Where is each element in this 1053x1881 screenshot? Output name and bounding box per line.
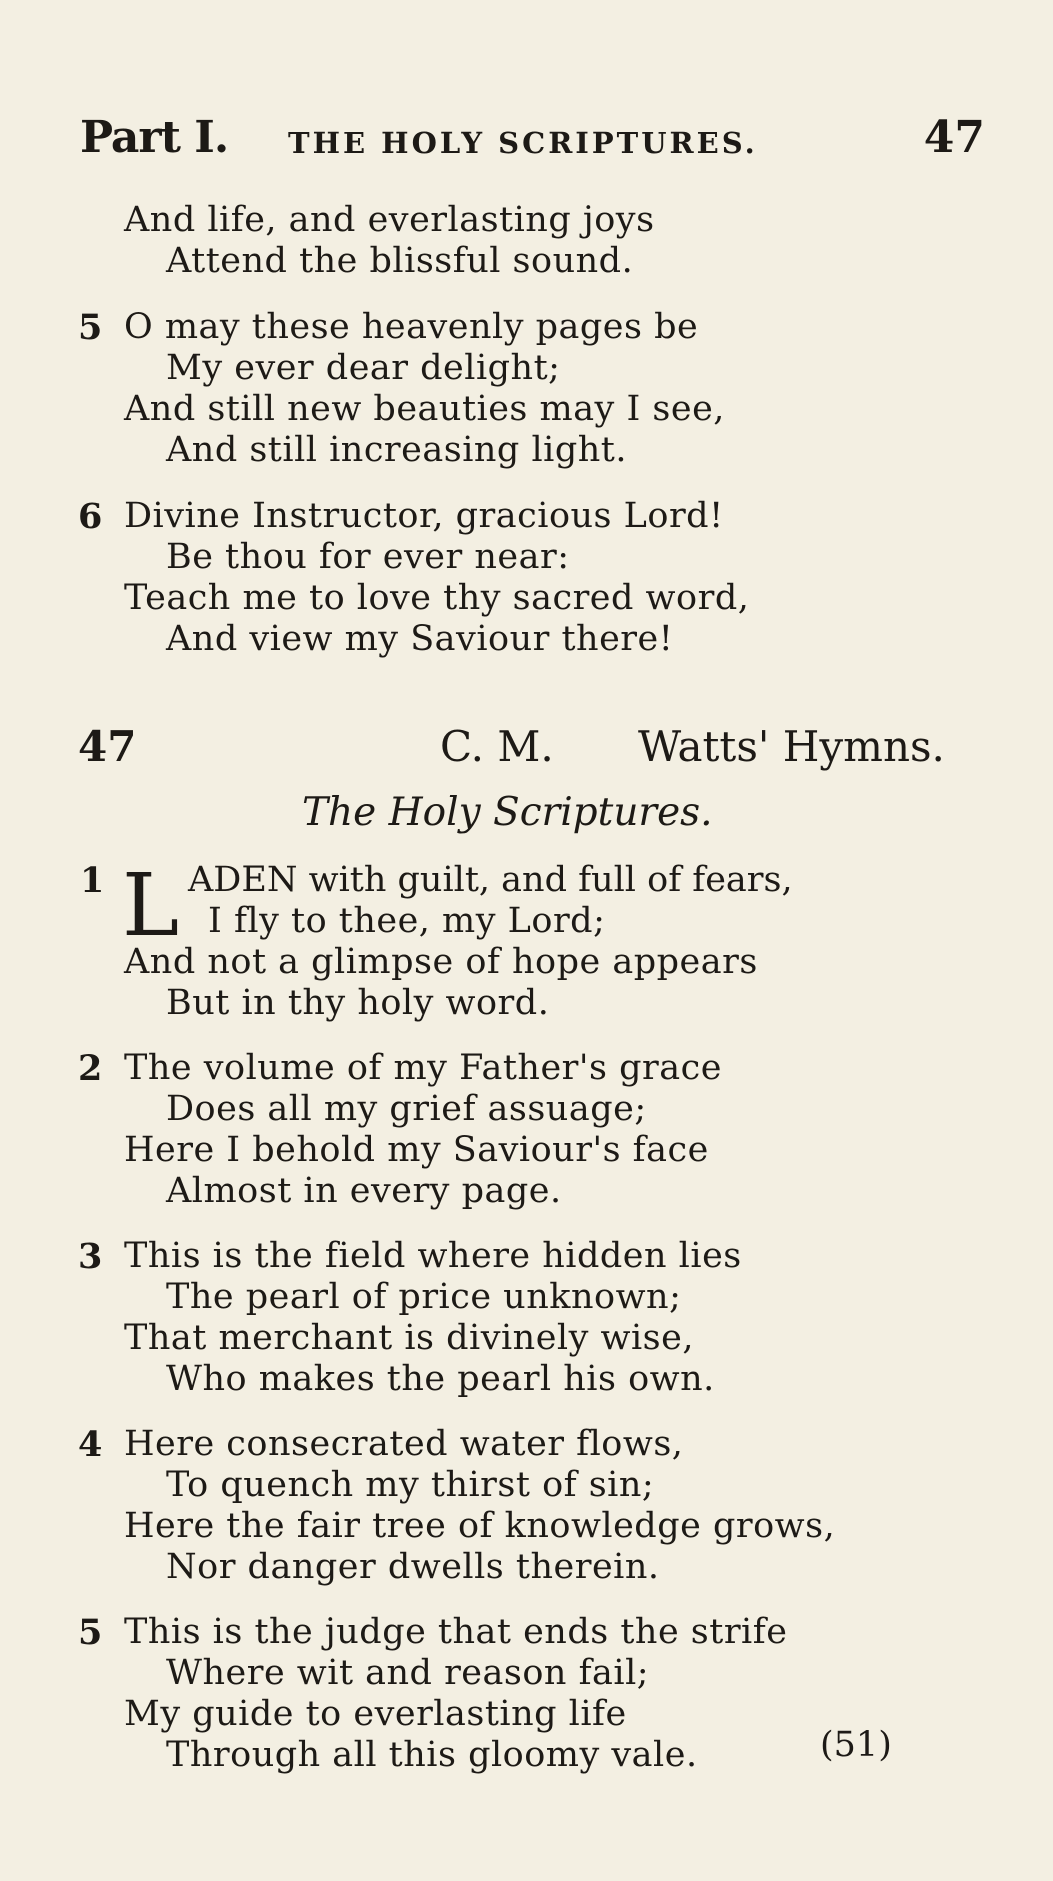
verse-line: That merchant is divinely wise, (124, 1318, 694, 1358)
hymn-subtitle: The Holy Scriptures. (302, 790, 713, 835)
part-label: Part I. (80, 112, 229, 163)
verse-line: Here the fair tree of knowledge grows, (124, 1506, 836, 1546)
verse-line: My ever dear delight; (166, 348, 561, 388)
verse-line: I fly to thee, my Lord; (208, 901, 606, 941)
verse-line: Almost in every page. (166, 1171, 562, 1211)
hymn-meter: C. M. (440, 722, 554, 771)
stanza-number: 5 (78, 1612, 103, 1653)
verse-line: To quench my thirst of sin; (166, 1465, 655, 1505)
signature-mark: (51) (820, 1725, 892, 1765)
verse-line: And still new beauties may I see, (124, 389, 725, 429)
verse-line: Where wit and reason fail; (166, 1653, 650, 1693)
stanza-number: 5 (78, 307, 103, 348)
verse-line: But in thy holy word. (166, 983, 550, 1023)
stanza-number: 1 (80, 860, 105, 901)
verse-line: Divine Instructor, gracious Lord! (124, 496, 724, 536)
verse-line: The pearl of price unknown; (166, 1277, 682, 1317)
verse-line: ADEN with guilt, and full of fears, (188, 860, 793, 900)
running-header (80, 112, 985, 172)
hymn-source: Watts' Hymns. (638, 722, 945, 771)
verse-line: And view my Saviour there! (166, 619, 674, 659)
drop-cap: L (122, 856, 180, 956)
verse-line: The volume of my Father's grace (124, 1048, 722, 1088)
verse-line: Through all this gloomy vale. (166, 1735, 698, 1775)
verse-line: This is the field where hidden lies (124, 1236, 742, 1276)
verse-line: Nor danger dwells therein. (166, 1547, 660, 1587)
verse-line: This is the judge that ends the strife (124, 1612, 788, 1652)
verse-line: O may these heavenly pages be (124, 307, 699, 347)
stanza-number: 2 (78, 1048, 103, 1089)
stanza-number: 4 (78, 1424, 103, 1465)
verse-line: And not a glimpse of hope appears (124, 942, 758, 982)
verse-line: Who makes the pearl his own. (166, 1359, 715, 1399)
running-title: THE HOLY SCRIPTURES. (288, 126, 758, 160)
verse-line: Teach me to love thy sacred word, (124, 578, 750, 618)
stanza-number: 3 (78, 1236, 103, 1277)
verse-line: Here consecrated water flows, (124, 1424, 684, 1464)
page-number: 47 (923, 112, 985, 163)
verse-line: Does all my grief assuage; (166, 1089, 647, 1129)
verse-line: And life, and everlasting joys (124, 200, 655, 240)
verse-line: Here I behold my Saviour's face (124, 1130, 709, 1170)
stanza-number: 6 (78, 496, 103, 537)
verse-line: And still increasing light. (166, 430, 627, 470)
verse-line: My guide to everlasting life (124, 1694, 627, 1734)
hymn-number: 47 (78, 722, 137, 771)
verse-line: Attend the blissful sound. (166, 241, 634, 281)
verse-line: Be thou for ever near: (166, 537, 570, 577)
